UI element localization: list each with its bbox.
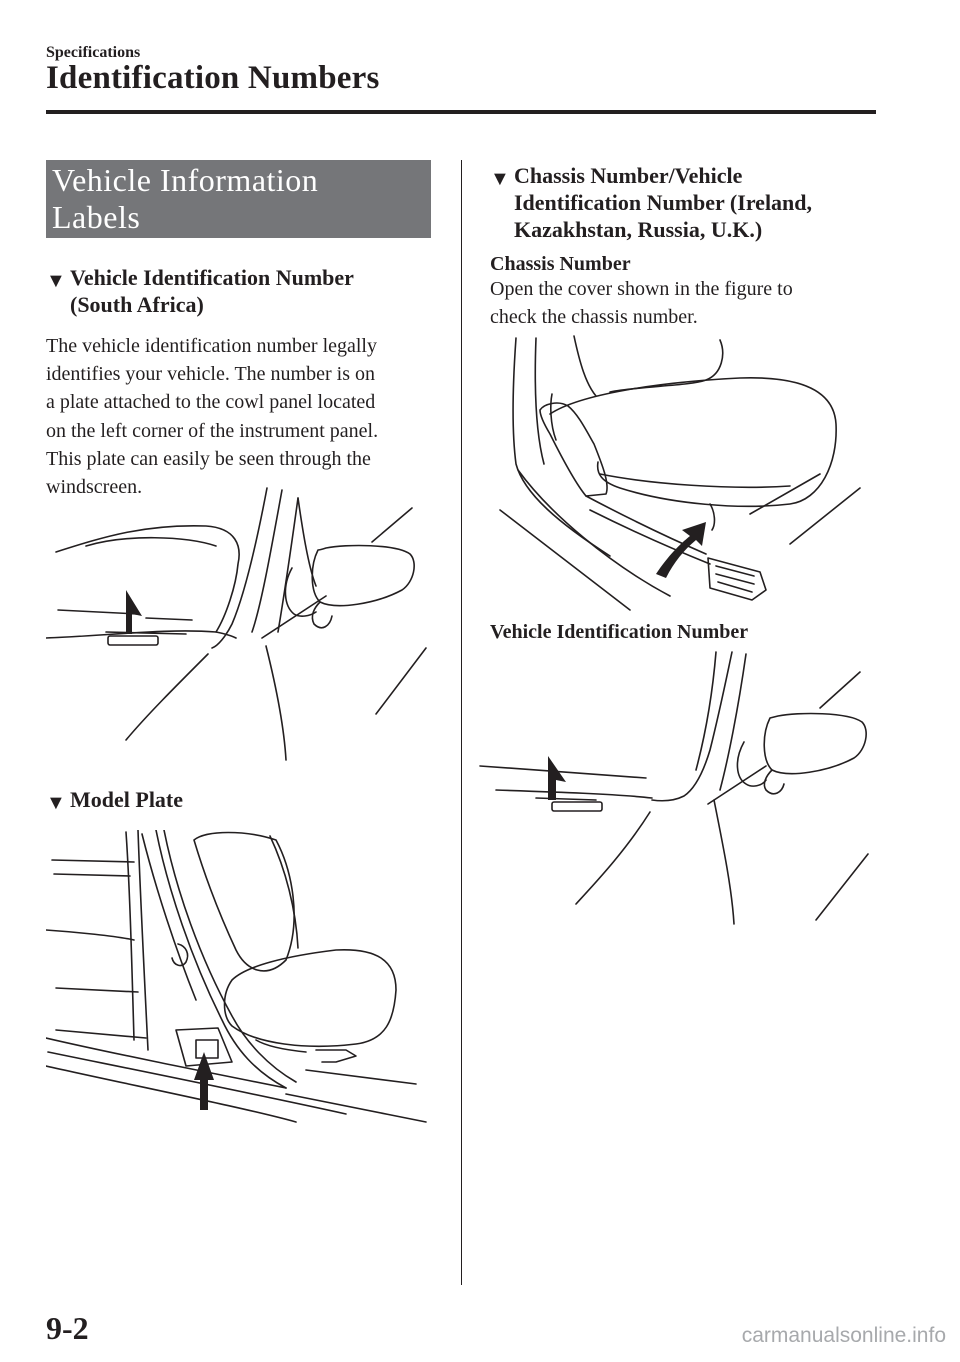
- figure-vin-dashboard-right: [476, 650, 876, 930]
- chassis-body: [490, 275, 793, 331]
- heading-text: Model Plate: [70, 787, 184, 812]
- banner-line-1: Vehicle Information: [52, 162, 319, 198]
- heading-vin-south-africa: [46, 264, 446, 324]
- body-line: Open the cover shown in the figure to: [490, 278, 793, 300]
- chassis-subheading: Chassis Number: [490, 253, 631, 275]
- body-line: check the chassis number.: [490, 306, 698, 329]
- heading-marker-icon: ▼: [490, 168, 510, 190]
- page-number: 9-2: [46, 1310, 89, 1346]
- page-title: Identification Numbers: [46, 60, 380, 96]
- body-line: a plate attached to the cowl panel located: [46, 391, 376, 414]
- title-rule: [46, 110, 876, 114]
- section-banner: [46, 160, 431, 238]
- vin-south-africa-body: [46, 332, 378, 501]
- column-divider: [461, 160, 462, 1285]
- banner-title: [52, 162, 318, 236]
- body-line: The vehicle identification number legally: [46, 335, 377, 357]
- figure-vin-dashboard: [46, 486, 446, 766]
- body-line: on the left corner of the instrument panel.: [46, 419, 379, 442]
- section-label: Specifications: [46, 44, 141, 61]
- body-line: identifies your vehicle. The number is on: [46, 363, 375, 386]
- heading-marker-icon: ▼: [46, 792, 66, 814]
- heading-model-plate: [46, 786, 446, 816]
- banner-line-2: Labels: [52, 199, 141, 235]
- heading-text: Vehicle Identification Number (South Africa): [70, 265, 354, 317]
- body-line: This plate can easily be seen through the: [46, 447, 371, 470]
- figure-chassis-number: [490, 334, 880, 616]
- heading-chassis-number: [490, 162, 910, 248]
- vin-caption: Vehicle Identification Number: [490, 621, 749, 643]
- heading-text: Chassis Number/Vehicle Identification Number (Ireland, Kazakhstan, Russia, U.K.): [514, 163, 813, 242]
- watermark: carmanualsonline.info: [741, 1324, 946, 1347]
- heading-marker-icon: ▼: [46, 270, 66, 292]
- body-line: windscreen.: [46, 476, 143, 499]
- figure-model-plate: [46, 830, 436, 1130]
